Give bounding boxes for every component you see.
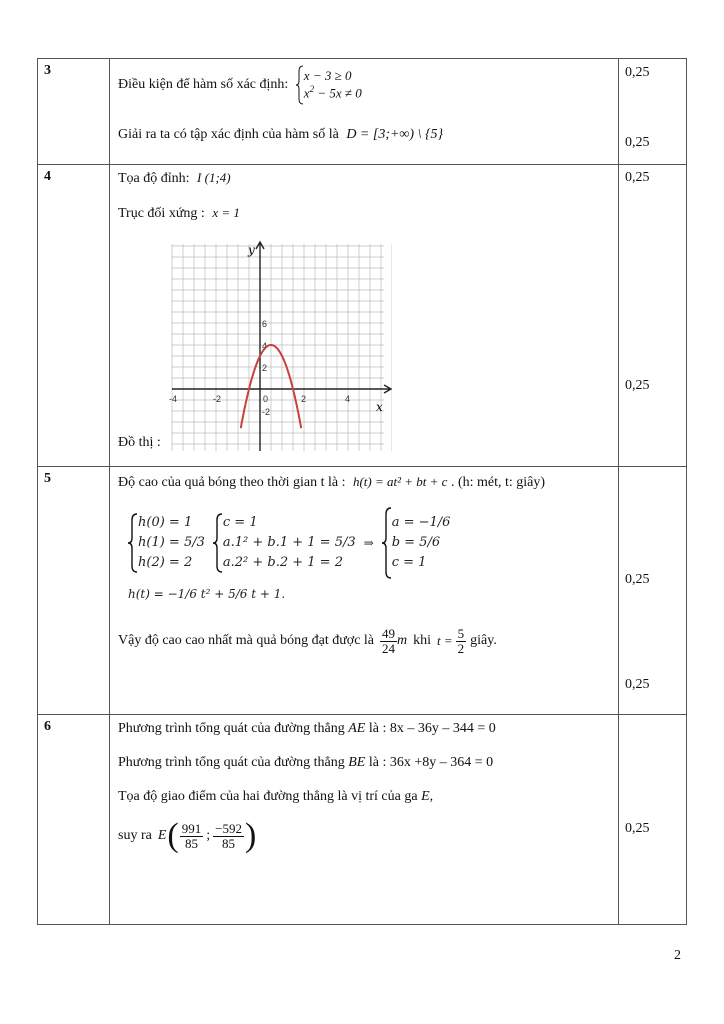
equation-line: h(2) = 2 (138, 555, 193, 571)
equation-line: a = −1/6 (391, 514, 451, 530)
axis-value: x = 1 (212, 205, 240, 220)
system-3 (392, 513, 451, 573)
score: 0,25 (625, 378, 650, 393)
graph-label: Đồ thị : (118, 435, 161, 450)
row-content (110, 165, 619, 467)
table-row (38, 59, 687, 165)
equation-line: b = 5/6 (391, 534, 441, 550)
equation-line: c = 1 (391, 555, 427, 571)
score-cell (619, 165, 687, 467)
score: 0,25 (625, 572, 650, 587)
time-fraction: $\frac{5}{2}$ (457, 626, 465, 656)
brace-icon (382, 507, 392, 579)
row-number: 5 (38, 467, 110, 715)
score: 0,25 (625, 677, 650, 692)
x-tick-label: -2 (213, 394, 222, 404)
table-row (38, 467, 687, 715)
brace-icon (128, 513, 138, 573)
row-content (110, 59, 619, 165)
row-content (110, 715, 619, 925)
x-tick-label: 2 (301, 394, 307, 404)
equation-line: c = 1 (222, 514, 258, 530)
score: 0,25 (625, 135, 650, 150)
height-formula: h(t) = at² + bt + c (352, 474, 448, 489)
time-eq: t = (437, 633, 453, 649)
equation-systems (128, 507, 450, 579)
height-intro: Độ cao của quả bóng theo thời gian t là : (118, 475, 346, 490)
table-row (38, 715, 687, 925)
score: 0,25 (625, 170, 650, 185)
max-height-fraction: $\frac{49}{24}$ (382, 626, 396, 656)
graph-grid (172, 244, 392, 451)
page-number: 2 (674, 948, 681, 963)
height-units: . (h: mét, t: giây) (450, 475, 546, 490)
equation-line: h(0) = 1 (138, 514, 193, 530)
intersection-text: Tọa độ giao điểm của hai đường thẳng là vị trí của ga E, (118, 789, 434, 804)
row-number: 4 (38, 165, 110, 467)
y-tick-label: 2 (262, 363, 268, 373)
vertex-label: Tọa độ đỉnh: (118, 171, 190, 186)
point-e: suy ra E ( $\frac{991}{85}$ ; $\frac{-592}{85}$ ) (118, 817, 257, 854)
height-function: h(t) = −1/6 t² + 5/6 t + 1. (128, 587, 286, 601)
table-row (38, 165, 687, 467)
brace-icon (296, 65, 304, 105)
vertex-value: I (1;4) (197, 170, 231, 185)
y-tick-label: 4 (262, 341, 268, 351)
domain-label: Giải ra ta có tập xác định của hàm số là (118, 127, 339, 142)
y-axis-label: y (248, 243, 255, 257)
conclusion-text: Vậy độ cao cao nhất mà quả bóng đạt được là (118, 633, 375, 649)
score-cell (619, 715, 687, 925)
condition-2: $x^2 - 5x \ne 0$ (303, 84, 362, 101)
score: 0,25 (625, 821, 650, 836)
max-height-unit: m (397, 633, 408, 649)
row-number: 3 (38, 59, 110, 165)
equation-line: h(1) = 5/3 (138, 534, 205, 550)
score-cell (619, 467, 687, 715)
x-tick-label: 0 (263, 394, 269, 404)
y-tick-label: 6 (262, 319, 268, 329)
y-tick-label: -2 (262, 407, 271, 417)
domain-value: D = [3;+∞) \ {5} (346, 127, 444, 142)
condition-label: Điều kiện để hàm số xác định: (118, 77, 289, 93)
system-1 (138, 513, 205, 573)
conclusion-unit: giây. (470, 633, 497, 649)
line-be: Phương trình tổng quát của đường thẳng BE là : 36x +8y – 364 = 0 (118, 755, 494, 770)
x-tick-label: 4 (345, 394, 351, 404)
condition-1: x − 3 ≥ 0 (303, 68, 352, 84)
system-2 (223, 513, 356, 573)
parabola-graph (168, 240, 392, 451)
implies-arrow: ⇒ (363, 536, 374, 550)
axis-label: Trục đối xứng : (118, 206, 205, 221)
row-content (110, 467, 619, 715)
equation-line: a.1² + b.1 + 1 = 5/3 (222, 534, 356, 550)
condition-system (296, 65, 362, 105)
line-ae: Phương trình tổng quát của đường thẳng AE là : 8x – 36y – 344 = 0 (118, 721, 496, 736)
brace-icon (213, 513, 223, 573)
score: 0,25 (625, 65, 650, 80)
answer-table (37, 58, 687, 925)
score-cell (619, 59, 687, 165)
conclusion-when: khi (413, 633, 432, 649)
row-number: 6 (38, 715, 110, 925)
x-axis-label: x (376, 400, 383, 414)
x-tick-label: -4 (169, 394, 178, 404)
equation-line: a.2² + b.2 + 1 = 2 (222, 555, 343, 571)
